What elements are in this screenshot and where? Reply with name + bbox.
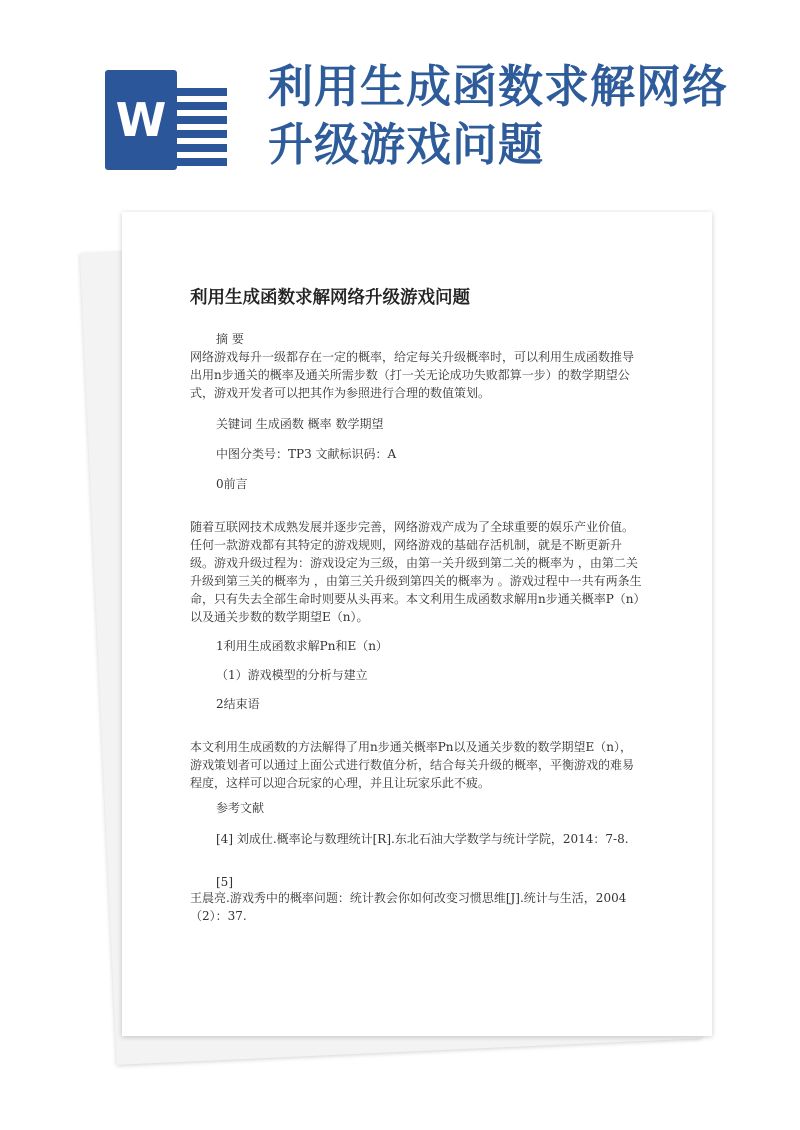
references-heading: 参考文献 [216, 801, 265, 815]
word-logo-letter: W [105, 70, 177, 170]
reference-5-label: [5] [216, 875, 233, 889]
abstract-text: 网络游戏每升一级都存在一定的概率，给定每关升级概率时，可以利用生成函数推导出用n步通关的概率及通关所需步数（打一关无论成功失败都算一步）的数学期望公式，游戏开发者可以把其作为参照进行合理的数值策划。 [190, 350, 635, 400]
reference-4: [4] 刘成仕.概率论与数理统计[R].东北石油大学数学与统计学院，2014：7-8. [216, 832, 629, 846]
section-heading-1-1: （1）游戏模型的分析与建立 [216, 668, 368, 682]
section-heading-1: 1利用生成函数求解Pn和E（n） [216, 639, 388, 653]
abstract-heading: 摘 要 [216, 332, 244, 346]
banner-title-line2: 升级游戏问题 [268, 118, 545, 171]
conclusion-text: 本文利用生成函数的方法解得了用n步通关概率Pn以及通关步数的数学期望E（n），游戏策划者可以通过上面公式进行数值分析，结合每关升级的概率，平衡游戏的难易程度，这样可以迎合玩家的心理，并且让玩家乐此不疲。 [190, 740, 635, 790]
banner-title-line1: 利用生成函数求解网络 [268, 60, 729, 113]
keywords: 关键词 生成函数 概率 数学期望 [216, 417, 384, 431]
reference-5-text: 王晨亮.游戏秀中的概率问题：统计教会你如何改变习惯思维[J].统计与生活，2004（2）：37. [190, 891, 627, 923]
section-heading-2: 2结束语 [216, 697, 260, 711]
document-page [122, 212, 712, 1036]
document-title: 利用生成函数求解网络升级游戏问题 [190, 288, 470, 308]
banner-title [268, 58, 788, 174]
section-heading-intro: 0前言 [216, 477, 248, 491]
classification: 中图分类号：TP3 文献标识码：A [216, 447, 397, 461]
header-banner [0, 0, 800, 200]
intro-text: 随着互联网技术成熟发展并逐步完善，网络游戏产成为了全球重要的娱乐产业价值。任何一款游戏都有其特定的游戏规则，网络游戏的基础存活机制，就是不断更新升级。游戏升级过程为：游戏设定为三级，由第一关升级到第二关的概率为 ，由第二关升级到第三关的概率为 ，由第三关升级到第四关的概率为 。游戏过程中一共有两条生命，只有失去全部生命时则要从头再来。本文利用生成函数求解用n步通关概率P（n）以及通关步数的数学期望E（n）。 [190, 520, 642, 624]
word-document-icon [105, 70, 225, 170]
